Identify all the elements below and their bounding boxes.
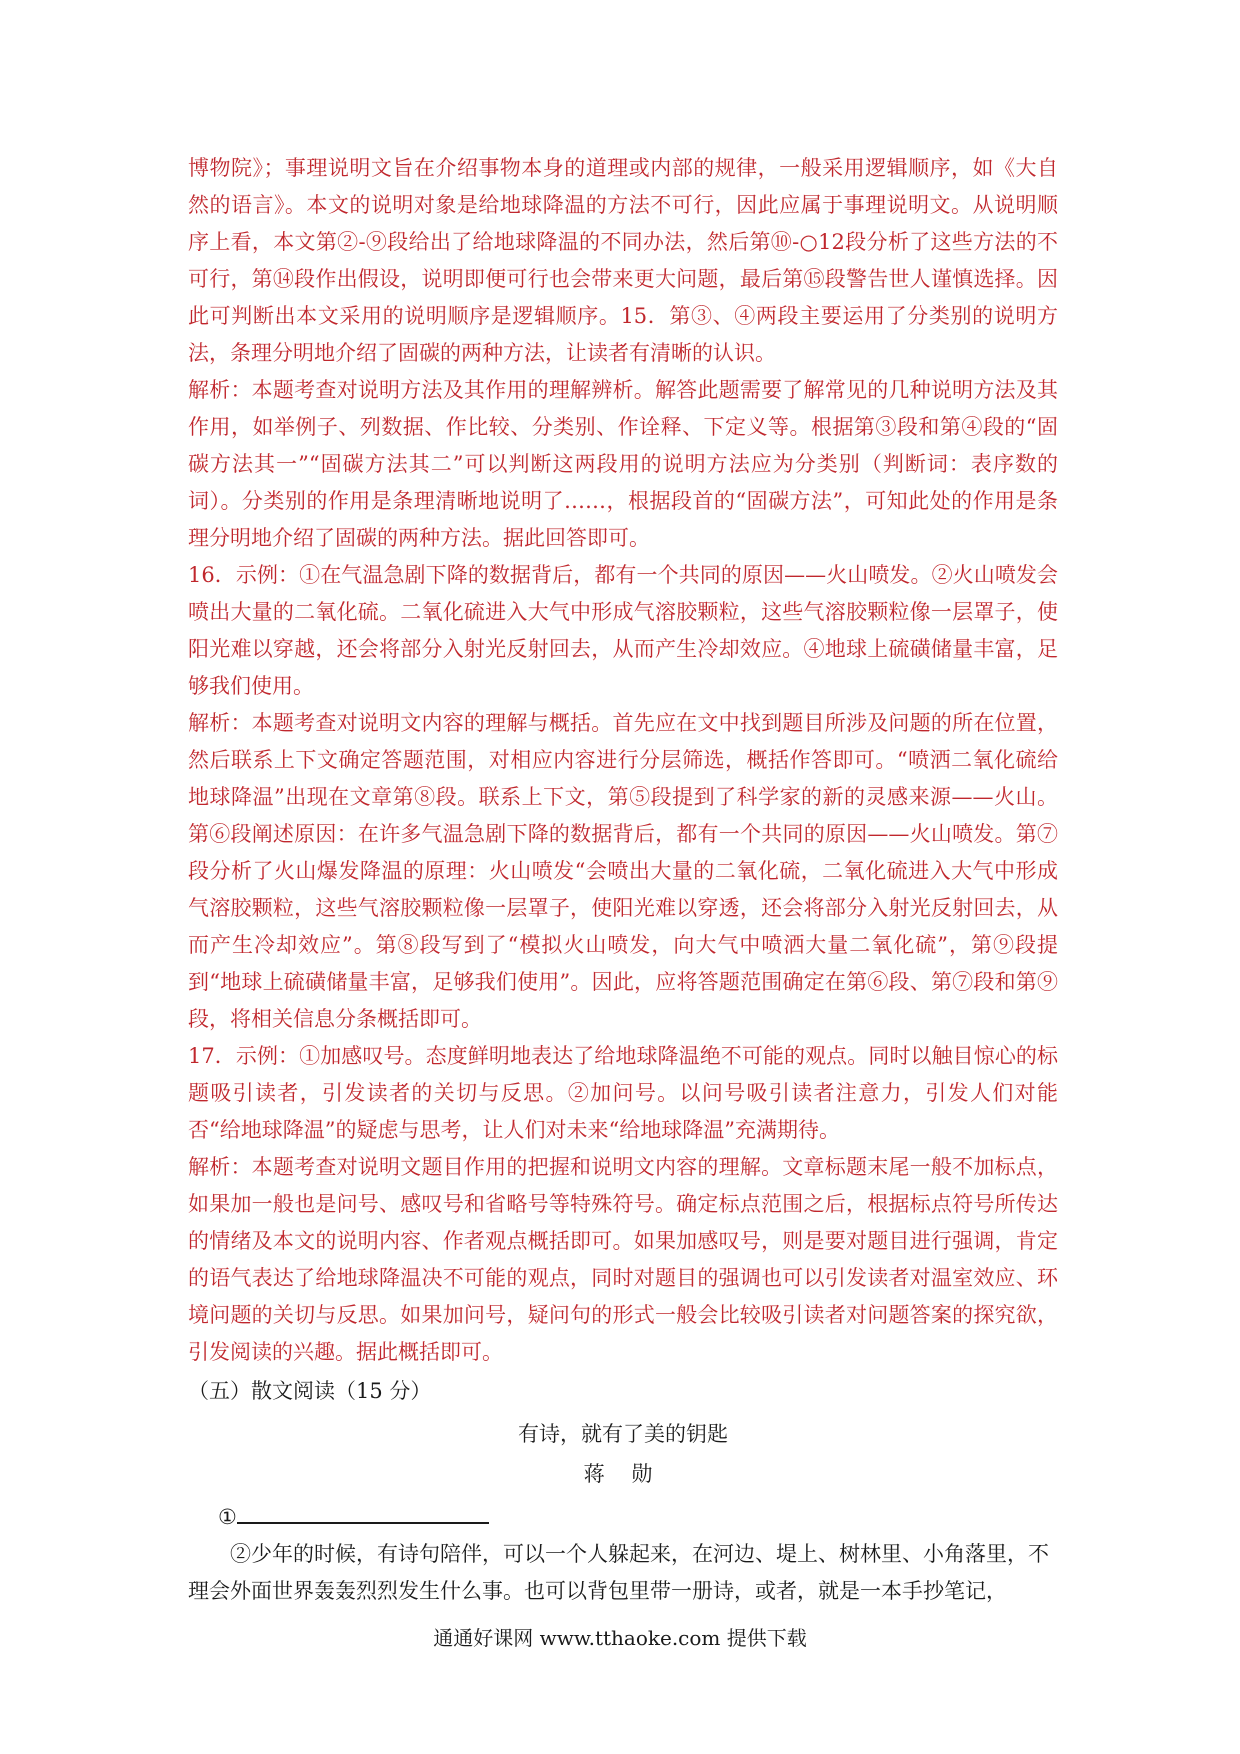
- blank-question-line: [218, 1498, 1058, 1536]
- essay-title: 有诗，就有了美的钥匙: [518, 1422, 728, 1446]
- essay-author: 蒋 勋: [583, 1462, 663, 1486]
- answer-paragraph-14-15: 博物院》；事理说明文旨在介绍事物本身的道理或内部的规律，一般采用逻辑顺序，如《大自然的语言》。本文的说明对象是给地球降温的方法不可行，因此应属于事理说明文。从说明顺序上看，本文第②-⑨段给出了给地球降温的不同办法，然后第⑩-○12段分析了这些方法的不可行，第⑭段作出假设，说明即便可行也会带来更大问题，最后第⑮段警告世人谨慎选择。因此可判断出本文采用的说明顺序是逻辑顺序。15．第③、④两段主要运用了分类别的说明方法，条理分明地介绍了固碳的两种方法，让读者有清晰的认识。: [188, 156, 1058, 365]
- analysis-paragraph-17: 解析：本题考查对说明文题目作用的把握和说明文内容的理解。文章标题末尾一般不加标点，如果加一般也是问号、感叹号和省略号等特殊符号。确定标点范围之后，根据标点符号所传达的情绪及本文的说明内容、作者观点概括即可。如果加感叹号，则是要对题目进行强调，肯定的语气表达了给地球降温决不可能的观点，同时对题目的强调也可以引发读者对温室效应、环境问题的关切与反思。如果加问号，疑问句的形式一般会比较吸引读者对问题答案的探究欲，引发阅读的兴趣。据此概括即可。: [188, 1155, 1058, 1364]
- document-content: [188, 150, 1058, 1610]
- answer-blank[interactable]: [237, 1498, 489, 1524]
- essay-paragraph-2: ②少年的时候，有诗句陪伴，可以一个人躲起来，在河边、堤上、树林里、小角落里，不理会外面世界轰轰烈烈发生什么事。也可以背包里带一册诗，或者，就是一本手抄笔记，: [188, 1542, 1049, 1603]
- blank-marker: ①: [218, 1505, 237, 1529]
- analysis-paragraph-15: 解析：本题考查对说明方法及其作用的理解辨析。解答此题需要了解常见的几种说明方法及其作用，如举例子、列数据、作比较、分类别、作诠释、下定义等。根据第③段和第④段的“固碳方法其一”“固碳方法其二”可以判断这两段用的说明方法应为分类别（判断词：表序数的词）。分类别的作用是条理清晰地说明了……，根据段首的“固碳方法”，可知此处的作用是条理分明地介绍了固碳的两种方法。据此回答即可。: [188, 378, 1058, 550]
- section-heading: （五）散文阅读（15 分）: [188, 1379, 432, 1403]
- analysis-paragraph-16: 解析：本题考查对说明文内容的理解与概括。首先应在文中找到题目所涉及问题的所在位置，然后联系上下文确定答题范围，对相应内容进行分层筛选，概括作答即可。“喷洒二氧化硫给地球降温”出现在文章第⑧段。联系上下文，第⑤段提到了科学家的新的灵感来源——火山。第⑥段阐述原因：在许多气温急剧下降的数据背后，都有一个共同的原因——火山喷发。第⑦段分析了火山爆发降温的原理：火山喷发“会喷出大量的二氧化硫，二氧化硫进入大气中形成气溶胶颗粒，这些气溶胶颗粒像一层罩子，使阳光难以穿透，还会将部分入射光反射回去，从而产生冷却效应”。第⑧段写到了“模拟火山喷发，向大气中喷洒大量二氧化硫”，第⑨段提到“地球上硫磺储量丰富，足够我们使用”。因此，应将答题范围确定在第⑥段、第⑦段和第⑨段，将相关信息分条概括即可。: [188, 711, 1058, 1031]
- answer-paragraph-17: 17．示例：①加感叹号。态度鲜明地表达了给地球降温绝不可能的观点。同时以触目惊心的标题吸引读者，引发读者的关切与反思。②加问号。以问号吸引读者注意力，引发人们对能否“给地球降温”的疑虑与思考，让人们对未来“给地球降温”充满期待。: [188, 1044, 1058, 1142]
- answer-paragraph-16: 16．示例：①在气温急剧下降的数据背后，都有一个共同的原因——火山喷发。②火山喷发会喷出大量的二氧化硫。二氧化硫进入大气中形成气溶胶颗粒，这些气溶胶颗粒像一层罩子，使阳光难以穿越，还会将部分入射光反射回去，从而产生冷却效应。④地球上硫磺储量丰富，足够我们使用。: [188, 563, 1058, 698]
- page-footer: 通通好课网 www.tthaoke.com 提供下载: [433, 1626, 807, 1650]
